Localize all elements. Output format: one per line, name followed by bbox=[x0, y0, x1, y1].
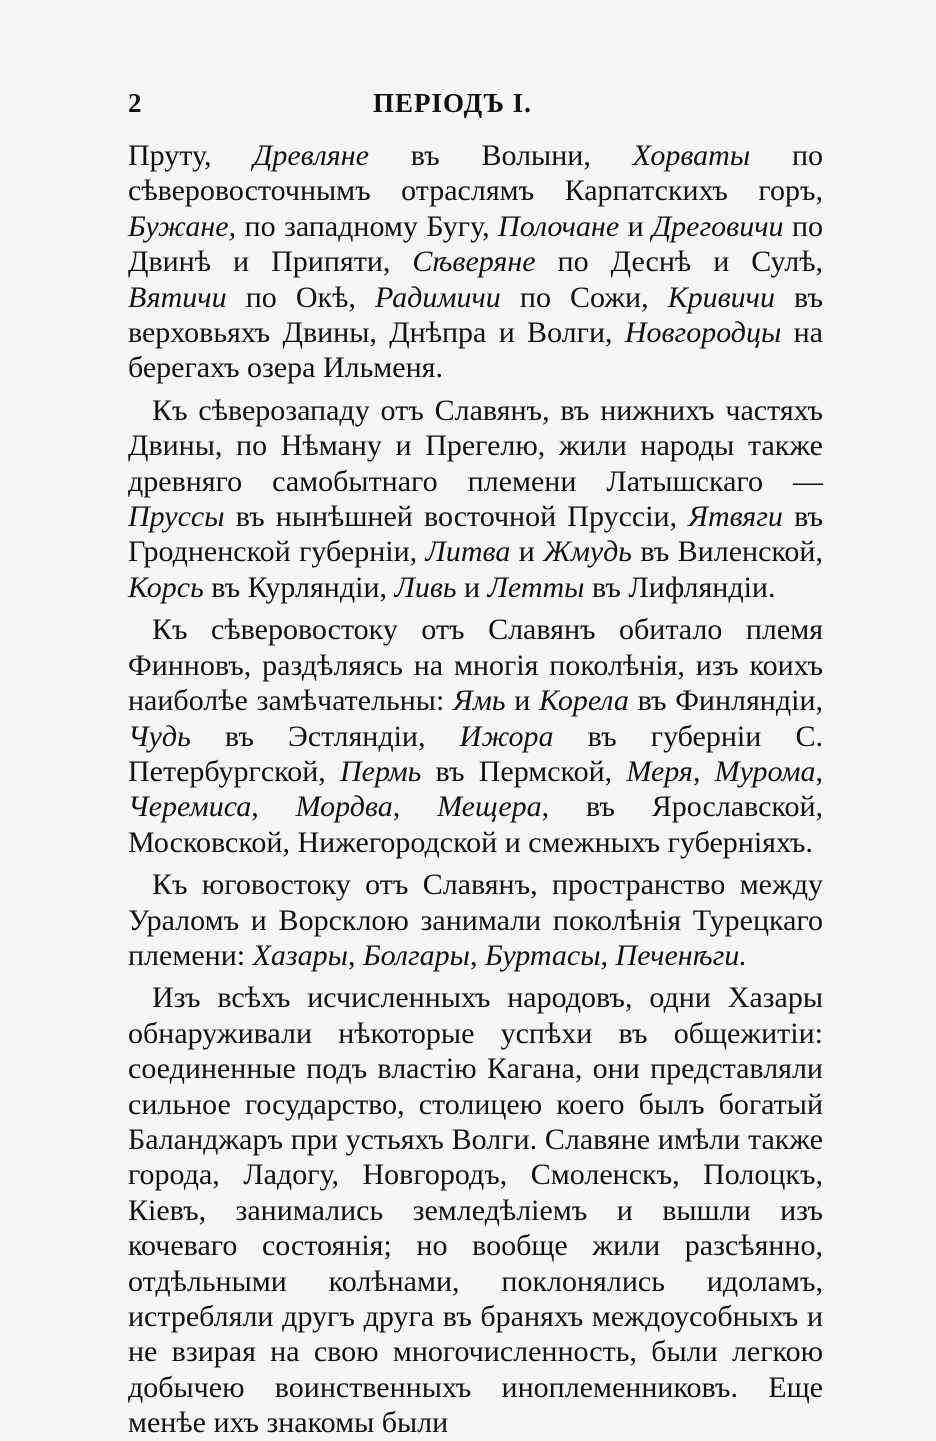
text-run: по западному Бугу, bbox=[236, 209, 499, 243]
italic-term: Кривичи bbox=[667, 280, 775, 314]
text-run: , bbox=[392, 790, 438, 824]
text-run: въ Гродненской губерніи, bbox=[128, 500, 823, 569]
text-run: Къ сѣверозападу отъ Славянъ, въ нижнихъ частяхъ Двины, по Нѣману и Прегелю, жили народы также древняго самобытнаго племени Латышскаго — bbox=[128, 393, 823, 498]
italic-term: Мордва bbox=[295, 790, 393, 824]
italic-term: Болгары bbox=[362, 938, 471, 972]
text-run: , bbox=[251, 790, 296, 824]
italic-term: Летты bbox=[487, 570, 585, 604]
italic-term: Дреговичи bbox=[652, 209, 784, 243]
paragraph bbox=[128, 138, 823, 386]
text-run: , bbox=[815, 754, 823, 788]
text-run: Къ юговостоку отъ Славянъ, пространство между Ураломъ и Ворсклою занимали поколѣнія Турецкаго племени: bbox=[128, 868, 823, 972]
italic-term: Ливь bbox=[394, 570, 457, 604]
italic-term: Корсь bbox=[128, 570, 204, 604]
page-number: 2 bbox=[128, 88, 142, 118]
text-run: , bbox=[600, 938, 616, 972]
text-run: и bbox=[505, 684, 540, 718]
italic-term: Литва bbox=[425, 535, 511, 569]
text-run: въ Финляндіи, bbox=[628, 684, 824, 718]
text-run: въ Эстляндіи, bbox=[190, 719, 460, 753]
text-run: по Двинѣ и Припяти, bbox=[128, 209, 823, 279]
text-run: въ Виленской, bbox=[631, 535, 823, 569]
text-run: и bbox=[619, 209, 653, 243]
paragraph bbox=[128, 612, 823, 860]
text-run: Пруту, bbox=[128, 139, 254, 172]
text-run: Изъ всѣхъ исчисленныхъ народовъ, одни Хазары обнаруживали нѣкоторые успѣхи въ общежитіи: соединенные подъ властію Кагана, они представляли сильное государство, столицею коего былъ богатый Баланджаръ при устьяхъ Волги. Славяне имѣли также города, Ладогу, Новгородъ, Смоленскъ, Полоцкъ, Кіевъ, занимались земледѣліемъ и вышли изъ кочеваго состоянія; но вообще жили разсѣянно, отдѣльными колѣнами, поклонялись идоламъ, истребляли другъ друга въ браняхъ междоусобныхъ и не взирая на свою многочисленность, были легкою добычею воинственныхъ иноплеменниковъ. Еще менѣе ихъ знакомы были bbox=[128, 981, 823, 1440]
text-run: въ Курляндіи, bbox=[203, 570, 395, 604]
italic-term: Радимичи bbox=[374, 280, 501, 314]
paragraph bbox=[128, 980, 823, 1440]
text-run: по Деснѣ и Сулѣ, bbox=[535, 245, 823, 279]
paragraph bbox=[128, 867, 823, 973]
italic-term: Ямь bbox=[453, 684, 506, 718]
italic-term: Жмудь bbox=[543, 535, 632, 569]
text-run: , bbox=[347, 938, 363, 972]
italic-term: Вятичи bbox=[128, 280, 227, 314]
italic-term: Пруссы bbox=[128, 500, 225, 534]
italic-term: Ижора bbox=[459, 719, 554, 753]
italic-term: Меря bbox=[626, 754, 693, 788]
text-run: въ Волыни, bbox=[368, 139, 633, 172]
italic-term: Древляне bbox=[253, 139, 369, 172]
italic-term: Ятвяги bbox=[688, 500, 783, 534]
text-run: и bbox=[510, 535, 544, 569]
italic-term: Буртасы bbox=[485, 938, 601, 972]
text-run: въ губерніи С. Петербургской, bbox=[128, 719, 823, 788]
italic-term: Сѣверяне bbox=[412, 245, 536, 279]
text-run: и bbox=[456, 570, 488, 604]
text-run: по Окѣ, bbox=[226, 280, 375, 314]
text-run: на берегахъ озера Ильменя. bbox=[128, 316, 823, 385]
text-run: въ Лифляндіи. bbox=[584, 570, 776, 604]
italic-term: Черемиса bbox=[128, 790, 252, 824]
italic-term: Корела bbox=[539, 684, 629, 718]
italic-term: Хазары bbox=[252, 938, 348, 972]
italic-term: Чудь bbox=[128, 719, 191, 753]
text-run: , bbox=[692, 754, 715, 788]
italic-term: Новгородцы bbox=[624, 316, 782, 350]
italic-term: Пермь bbox=[340, 754, 422, 788]
paragraph bbox=[128, 393, 823, 605]
italic-term: Печенѣги. bbox=[615, 938, 747, 972]
italic-term: Бужане, bbox=[128, 209, 237, 243]
text-run: въ нынѣшней восточной Пруссіи, bbox=[224, 500, 689, 534]
text-run: въ Пермской, bbox=[421, 754, 627, 788]
text-run: по Сожи, bbox=[500, 280, 668, 314]
italic-term: Полочане bbox=[498, 209, 620, 243]
running-title: ПЕРІОДЪ I. bbox=[373, 88, 532, 118]
text-run: , въ Ярославской, Московской, Нижегородской и смежныхъ губерніяхъ. bbox=[128, 790, 824, 859]
italic-term: Хорваты bbox=[632, 139, 751, 172]
text-run: по сѣверовосточнымъ отраслямъ Карпатскихъ горъ, bbox=[128, 139, 823, 208]
text-run: , bbox=[470, 938, 486, 972]
italic-term: Мещера bbox=[437, 790, 542, 824]
italic-term: Мурома bbox=[714, 754, 816, 788]
text-run: въ верховьяхъ Двины, Днѣпра и Волги, bbox=[128, 280, 823, 350]
body-text bbox=[128, 138, 823, 1441]
text-run: Къ сѣверовостоку отъ Славянъ обитало племя Финновъ, раздѣляясь на многія поколѣнія, изъ коихъ наиболѣе замѣчательны: bbox=[128, 613, 823, 718]
